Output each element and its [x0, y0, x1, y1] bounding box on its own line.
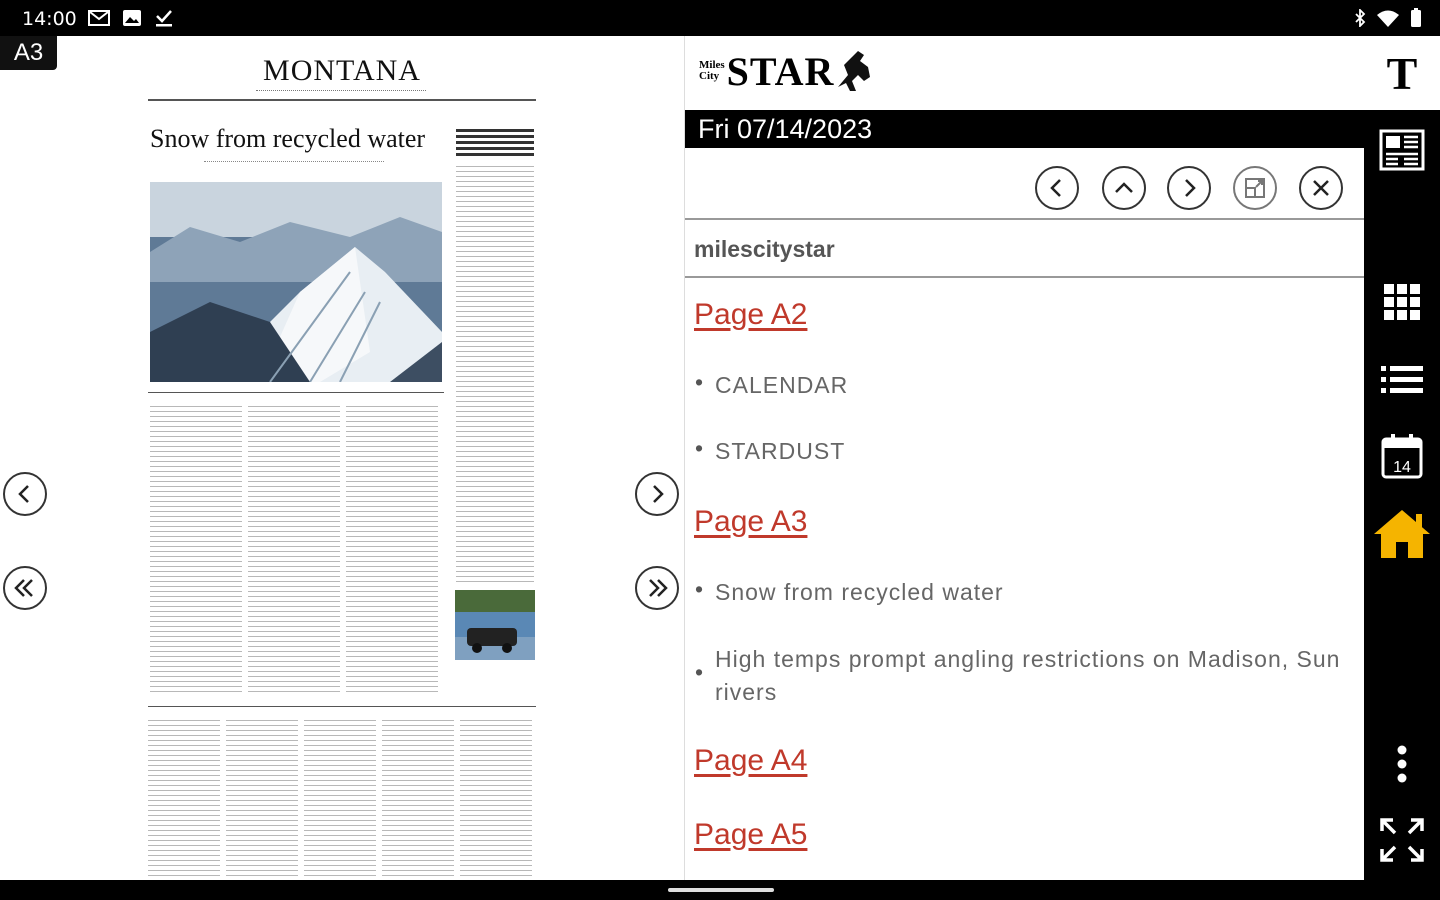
close-icon: [1310, 177, 1332, 199]
newspaper-masthead: MONTANA: [263, 54, 421, 87]
story-column-3: [346, 404, 438, 694]
chevron-left-icon: [1046, 177, 1068, 199]
logo-word-star: STAR: [726, 48, 835, 94]
masthead-subline: [256, 90, 426, 93]
grid-icon: [1382, 282, 1422, 322]
tool-sidebar: [1364, 36, 1440, 880]
status-bar: [0, 0, 1440, 36]
toc-panel: [684, 36, 1364, 880]
resize-window-icon: [1243, 176, 1267, 200]
headline-deck: [204, 161, 384, 165]
side-story-headline: [456, 128, 534, 158]
chevron-right-icon: [1178, 177, 1200, 199]
toc-close-button[interactable]: [1299, 166, 1343, 210]
first-page-button[interactable]: [3, 566, 47, 610]
bluetooth-icon: [1354, 9, 1366, 27]
issue-date-bar: Fri 07/14/2023: [685, 110, 1365, 148]
toc-article-item[interactable]: • STARDUST: [695, 435, 846, 464]
more-vert-icon: [1395, 744, 1409, 784]
calendar-icon: [1380, 432, 1424, 480]
newspaper-headline: Snow from recycled water: [150, 124, 426, 153]
double-chevron-right-icon: [644, 577, 670, 599]
toc-toolbar: [685, 148, 1365, 220]
newspaper-page[interactable]: [146, 54, 538, 880]
miles-city-star-logo: [699, 46, 874, 96]
chevron-left-icon: [14, 483, 36, 505]
battery-icon: [1410, 8, 1422, 28]
home-icon: [1370, 506, 1434, 562]
gmail-icon: [88, 9, 110, 27]
masthead-rule: [148, 99, 536, 101]
toc-prev-button[interactable]: [1035, 166, 1079, 210]
text-view-button[interactable]: [1364, 36, 1440, 110]
list-icon: [1381, 364, 1423, 396]
article-view-button[interactable]: [1376, 124, 1428, 176]
story-column-1: [150, 404, 242, 694]
publication-name: milescitystar: [694, 236, 835, 262]
side-story-text: [456, 164, 534, 584]
prev-page-button[interactable]: [3, 472, 47, 516]
chevron-up-icon: [1113, 177, 1135, 199]
status-time: 14:00: [22, 8, 77, 30]
image-icon: [122, 9, 142, 27]
bucking-horse-icon: [834, 47, 874, 95]
fullscreen-button[interactable]: [1376, 814, 1428, 866]
lower-column-3: [304, 718, 376, 880]
download-done-icon: [154, 9, 174, 27]
more-options-button[interactable]: [1376, 738, 1428, 790]
section-rule: [148, 706, 536, 707]
toc-page-a2-link[interactable]: Page A2: [694, 298, 808, 331]
toc-page-a5-link[interactable]: Page A5: [694, 818, 808, 851]
newspaper-layout-icon: [1378, 126, 1426, 174]
toc-resize-button[interactable]: [1233, 166, 1277, 210]
logo-word-city: City: [699, 70, 720, 82]
toc-up-button[interactable]: [1102, 166, 1146, 210]
toc-page-a4-link[interactable]: Page A4: [694, 744, 808, 777]
logo-word-miles: Miles: [699, 59, 725, 71]
photo-caption-rule: [148, 392, 444, 393]
calendar-day: 14: [1393, 459, 1411, 476]
fullscreen-icon: [1379, 817, 1425, 863]
toc-article-item[interactable]: • CALENDAR: [695, 369, 849, 398]
gesture-handle[interactable]: [668, 888, 774, 892]
system-nav-bar: [0, 880, 1440, 900]
toc-article-item[interactable]: • High temps prompt angling restrictions on Madison, Sun rivers: [695, 646, 1341, 705]
last-page-button[interactable]: [635, 566, 679, 610]
toc-page-a3-link[interactable]: Page A3: [694, 505, 808, 538]
story-column-2: [248, 404, 340, 694]
lower-column-1: [148, 718, 220, 880]
page-reader[interactable]: [0, 36, 684, 880]
toc-next-button[interactable]: [1167, 166, 1211, 210]
page-grid-button[interactable]: [1376, 276, 1428, 328]
lower-column-5: [460, 718, 532, 880]
wifi-icon: [1376, 9, 1400, 27]
next-page-button[interactable]: [635, 472, 679, 516]
double-chevron-left-icon: [12, 577, 38, 599]
calendar-button[interactable]: [1376, 430, 1428, 482]
text-tool-icon: T: [1386, 47, 1418, 99]
car-photo: [455, 590, 535, 660]
toc-article-item[interactable]: • Snow from recycled water: [695, 576, 1004, 605]
chevron-right-icon: [646, 483, 668, 505]
publication-divider: [685, 276, 1365, 278]
ski-mountain-photo: [150, 182, 442, 382]
list-view-button[interactable]: [1376, 354, 1428, 406]
home-button[interactable]: [1370, 506, 1434, 562]
lower-column-2: [226, 718, 298, 880]
lower-column-4: [382, 718, 454, 880]
page-badge: A3: [0, 36, 57, 70]
